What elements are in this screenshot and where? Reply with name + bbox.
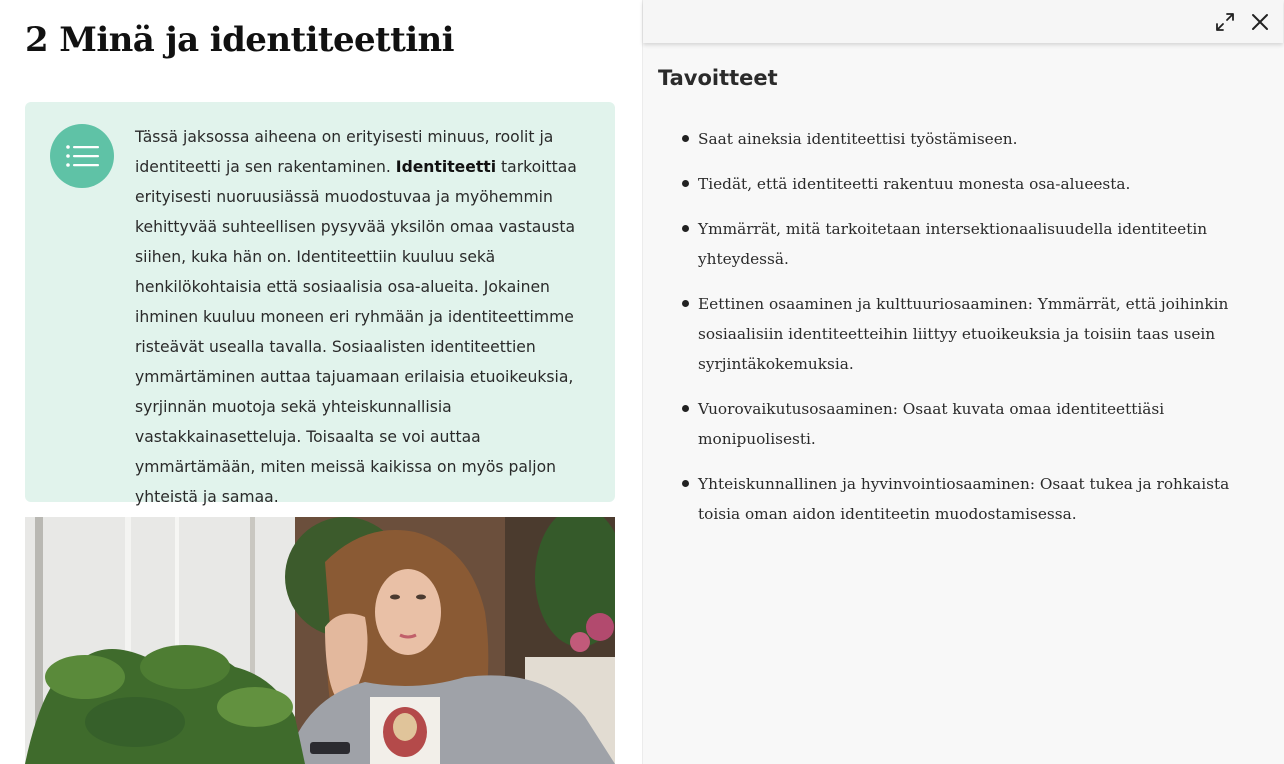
- panel-heading: Tavoitteet: [658, 66, 778, 90]
- intro-text: Tässä jaksossa aiheena on erityisesti minuus, roolit ja identiteetti ja sen rakentaminen. Identiteetti tarkoittaa erityisesti nuoruusiässä muodostuvaa ja myöhemmin kehittyvää suhteellisen pysyvää yksilön omaa vastausta siihen, kuka hän on. Identiteettiin kuuluu sekä henkilökohtaisia että sosiaalisia osa-alueita. Jokainen ihminen kuuluu moneen eri ryhmään ja identiteettimme risteävät usealla tavalla. Sosiaalisten identiteettien ymmärtäminen auttaa tajuamaan erilaisia etuoikeuksia, syrjinnän muotoja sekä yhteiskunnallisia vastakkainasetteluja. Toisaalta se voi auttaa ymmärtämään, miten meissä kaikissa on myös paljon yhteistä ja samaa.: [135, 128, 577, 506]
- intro-term: Identiteetti: [395, 158, 497, 176]
- bullet-icon: [682, 300, 689, 307]
- goals-list: [682, 124, 1272, 544]
- bullet-icon: [682, 135, 689, 142]
- goals-panel: [642, 0, 1284, 764]
- close-icon: [1246, 8, 1274, 36]
- close-button[interactable]: [1246, 8, 1274, 36]
- expand-icon: [1211, 8, 1239, 36]
- page-title: 2 Minä ja identiteettini: [25, 20, 454, 60]
- expand-button[interactable]: [1211, 8, 1239, 36]
- bullet-icon: [682, 180, 689, 187]
- goal-item: Ymmärrät, mitä tarkoitetaan intersektionaalisuudella identiteetin yhteydessä.: [682, 214, 1272, 274]
- goal-item: Saat aineksia identiteettisi työstämiseen.: [682, 124, 1272, 154]
- goal-item: Tiedät, että identiteetti rakentuu monesta osa-alueesta.: [682, 169, 1272, 199]
- bullet-icon: [682, 480, 689, 487]
- goal-item: Eettinen osaaminen ja kulttuuriosaaminen: Ymmärrät, että joihinkin sosiaalisiin identiteetteihin liittyy etuoikeuksia ja toisiin taas usein syrjintäkokemuksia.: [682, 289, 1272, 379]
- goal-item: Vuorovaikutusosaaminen: Osaat kuvata omaa identiteettiäsi monipuolisesti.: [682, 394, 1272, 454]
- bullet-icon: [682, 405, 689, 412]
- panel-toolbar: [643, 0, 1283, 43]
- bullet-icon: [682, 225, 689, 232]
- intro-box: [25, 102, 615, 506]
- goal-item: Yhteiskunnallinen ja hyvinvointiosaaminen: Osaat tukea ja rohkaista toisia oman aidon identiteetin muodostamisessa.: [682, 469, 1272, 529]
- article-photo: [25, 517, 615, 764]
- list-icon: [50, 124, 114, 188]
